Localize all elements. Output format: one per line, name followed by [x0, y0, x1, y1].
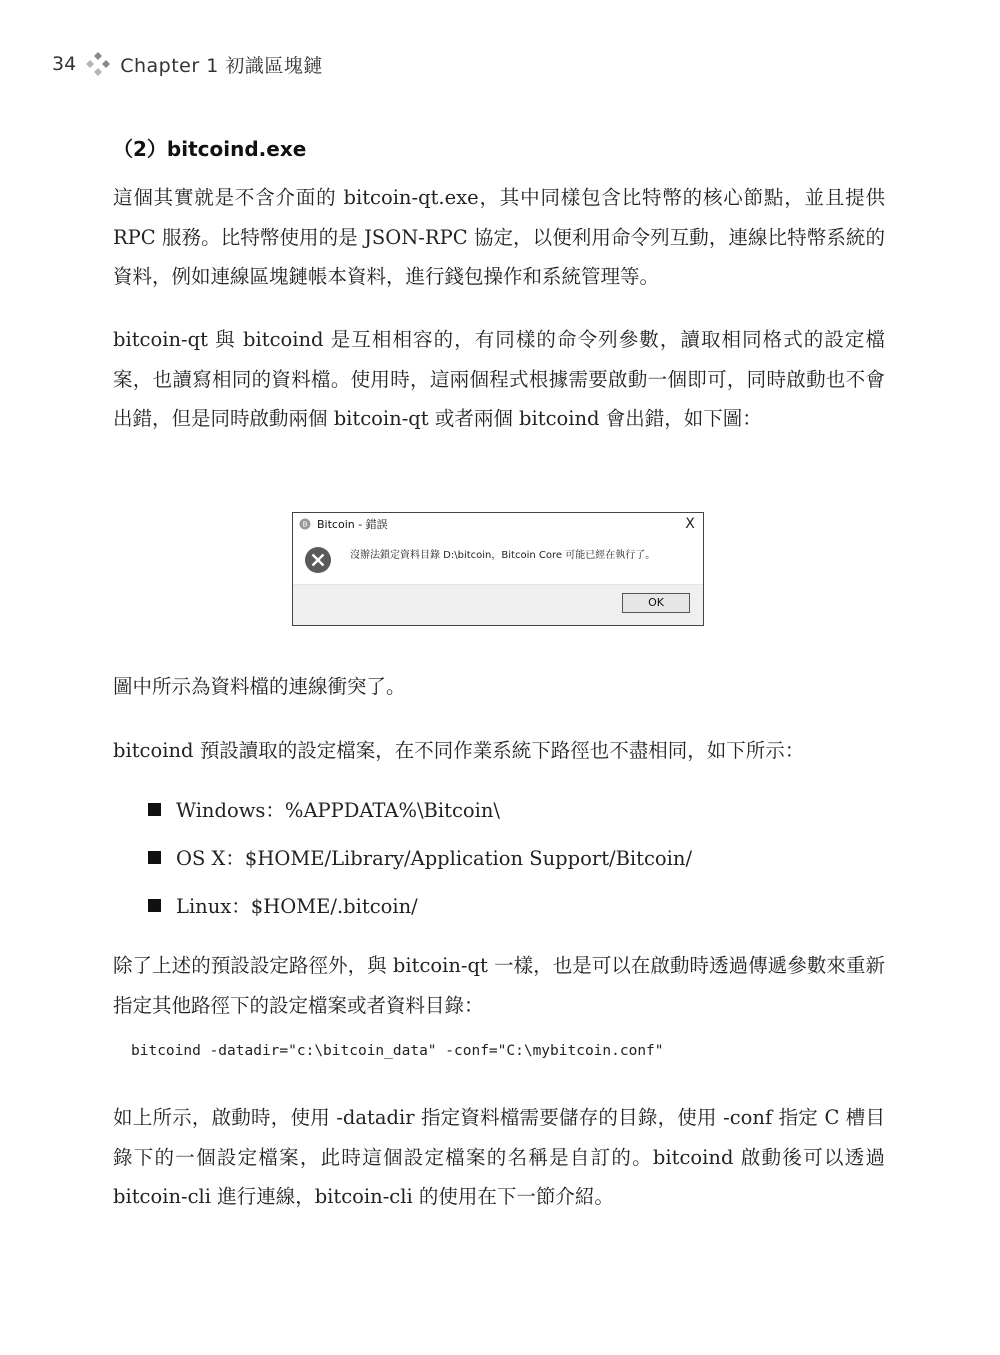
error-icon: [304, 546, 332, 574]
list-item-text: Windows：%APPDATA%\Bitcoin\: [176, 799, 500, 822]
paragraph-intro: 這個其實就是不含介面的 bitcoin-qt.exe，其中同樣包含比特幣的核心節點，並且提供 RPC 服務。比特幣使用的是 JSON-RPC 協定，以便利用命令列互動，連線比特幣系統的資料，例如連線區塊鏈帳本資料，進行錢包操作和系統管理等。: [113, 186, 885, 288]
path-list: [148, 785, 692, 929]
square-bullet-icon: [148, 803, 161, 816]
page-header: [52, 50, 323, 78]
paragraph-default-paths: bitcoind 預設讀取的設定檔案，在不同作業系統下路徑也不盡相同，如下所示：: [113, 739, 805, 762]
square-bullet-icon: [148, 899, 161, 912]
chapter-title: Chapter 1 初識區塊鏈: [120, 54, 323, 77]
paragraph-custom-paths: 除了上述的預設設定路徑外，與 bitcoin-qt 一樣，也是可以在啟動時透過傳遞參數來重新指定其他路徑下的設定檔案或者資料目錄：: [113, 954, 885, 1017]
close-icon[interactable]: X: [685, 516, 695, 532]
paragraph-compatibility: bitcoin-qt 與 bitcoind 是互相相容的，有同樣的命令列參數，讀取相同格式的設定檔案，也讀寫相同的資料檔。使用時，這兩個程式根據需要啟動一個即可，同時啟動也不會出錯，但是同時啟動兩個 bitcoin-qt 或者兩個 bitcoind 會出錯，如下圖：: [113, 328, 885, 430]
list-item: [148, 833, 692, 881]
paragraph-figure-caption: 圖中所示為資料檔的連線衝突了。: [113, 675, 406, 698]
ok-button[interactable]: OK: [622, 593, 690, 613]
dialog-message: 沒辦法鎖定資料目錄 D:\bitcoin，Bitcoin Core 可能已經在執行了。: [350, 549, 656, 561]
list-item-text: Linux：$HOME/.bitcoin/: [176, 895, 418, 918]
error-dialog: [292, 512, 704, 626]
svg-text:B: B: [302, 520, 308, 529]
paragraph-explanation: 如上所示，啟動時，使用 -datadir 指定資料檔需要儲存的目錄，使用 -conf 指定 C 槽目錄下的一個設定檔案，此時這個設定檔案的名稱是自訂的。bitcoind 啟動後可以透過 bitcoin-cli 進行連線，bitcoin-cli 的使用在下一節介紹。: [113, 1106, 885, 1208]
dialog-title: Bitcoin - 錯誤: [317, 518, 388, 531]
section-heading: （2）bitcoind.exe: [113, 137, 307, 161]
page-number: 34: [52, 53, 77, 75]
list-item: [148, 881, 692, 929]
code-block: bitcoind -datadir="c:\bitcoin_data" -conf="C:\mybitcoin.conf": [131, 1043, 664, 1059]
list-item-text: OS X：$HOME/Library/Application Support/Bitcoin/: [176, 847, 693, 870]
list-item: [148, 785, 692, 833]
square-bullet-icon: [148, 851, 161, 864]
bitcoin-icon: [299, 518, 311, 530]
dialog-body: [293, 535, 703, 585]
diamond-ornament-icon: [84, 50, 112, 78]
dialog-footer: [293, 584, 703, 625]
dialog-titlebar: [293, 513, 703, 535]
